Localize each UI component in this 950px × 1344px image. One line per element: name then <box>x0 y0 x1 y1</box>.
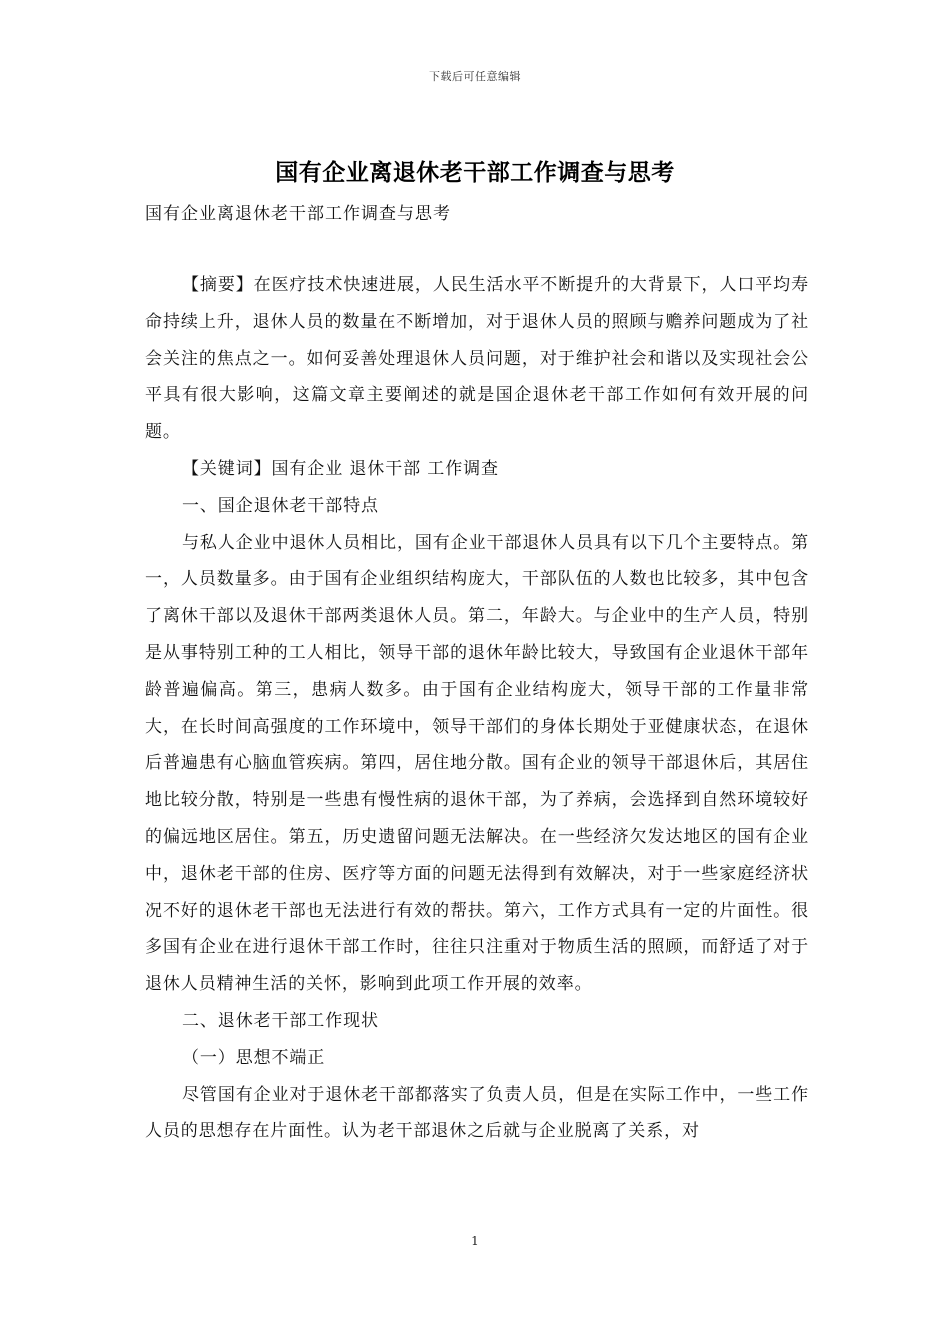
document-subtitle: 国有企业离退休老干部工作调查与思考 <box>145 204 451 224</box>
body-paragraph: 与私人企业中退休人员相比，国有企业干部退休人员具有以下几个主要特点。第一，人员数量多。由于国有企业组织结构庞大，干部队伍的人数也比较多，其中包含了离休干部以及退休干部两类退休人员。第二，年龄大。与企业中的生产人员，特别是从事特别工种的工人相比，领导干部的退休年龄比较大，导致国有企业退休干部年龄普遍偏高。第三，患病人数多。由于国有企业结构庞大，领导干部的工作量非常大，在长时间高强度的工作环境中，领导干部们的身体长期处于亚健康状态，在退休后普遍患有心脑血管疾病。第四，居住地分散。国有企业的领导干部退休后，其居住地比较分散，特别是一些患有慢性病的退休干部，为了养病，会选择到自然环境较好的偏远地区居住。第五，历史遗留问题无法解决。在一些经济欠发达地区的国有企业中，退休老干部的住房、医疗等方面的问题无法得到有效解决，对于一些家庭经济状况不好的退休老干部也无法进行有效的帮扶。第六，工作方式具有一定的片面性。很多国有企业在进行退休干部工作时，往往只注重对于物质生活的照顾，而舒适了对于退休人员精神生活的关怀，影响到此项工作开展的效率。 <box>145 532 809 995</box>
page-number: 1 <box>471 1234 479 1248</box>
header-note: 下载后可任意编辑 <box>429 70 521 83</box>
section-heading-1: 一、国企退休老干部特点 <box>182 495 379 516</box>
abstract-paragraph: 【摘要】在医疗技术快速进展，人民生活水平不断提升的大背景下，人口平均寿命持续上升，退休人员的数量在不断增加，对于退休人员的照顾与赡养问题成为了社会关注的焦点之一。如何妥善处理退休人员问题，对于维护社会和谐以及实现社会公平具有很大影响，这篇文章主要阐述的就是国企退休老干部工作如何有效开展的问题。 <box>145 275 809 443</box>
body-paragraph: 尽管国有企业对于退休老干部都落实了负责人员，但是在实际工作中，一些工作人员的思想存在片面性。认为老干部退休之后就与企业脱离了关系，对 <box>145 1084 809 1142</box>
subsection-heading: （一）思想不端正 <box>182 1047 326 1068</box>
keywords-line: 【关键词】国有企业 退休干部 工作调查 <box>182 458 499 479</box>
document-title: 国有企业离退休老干部工作调查与思考 <box>275 159 675 186</box>
document-body <box>145 196 809 1150</box>
section-heading-2: 二、退休老干部工作现状 <box>182 1010 379 1031</box>
